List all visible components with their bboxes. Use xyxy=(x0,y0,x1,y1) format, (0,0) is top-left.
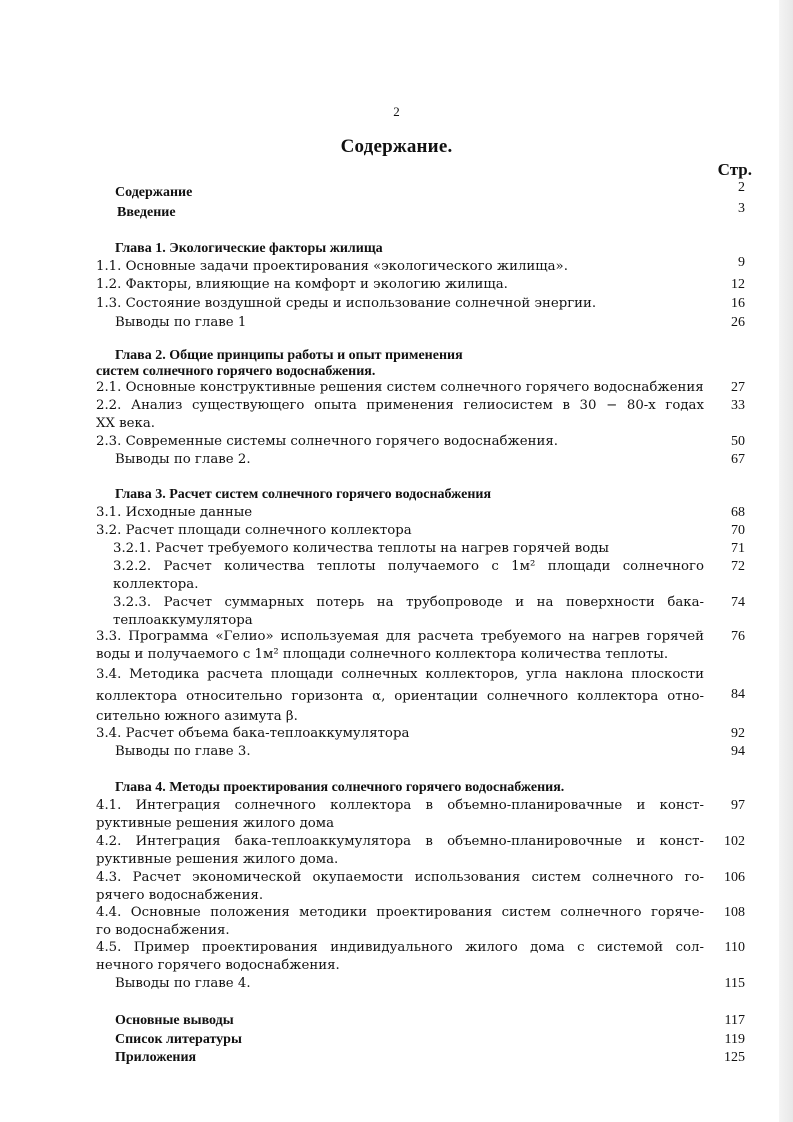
toc-entry xyxy=(0,628,793,646)
toc-entry-text: 2.3. Современные системы солнечного горячего водоснабжения. xyxy=(96,434,558,449)
toc-heading xyxy=(0,1049,793,1067)
toc-entry xyxy=(0,887,793,905)
toc-entry-text: Основные выводы xyxy=(115,1013,234,1028)
toc-entry-text: Выводы по главе 3. xyxy=(115,744,251,759)
toc-entry-text: 1.2. Факторы, влияющие на комфорт и экологию жилища. xyxy=(96,277,508,292)
toc-entry xyxy=(0,975,793,993)
toc-entry-text: сительно южного азимута β. xyxy=(96,709,298,724)
toc-entry-text: систем солнечного горячего водоснабжения. xyxy=(96,364,376,379)
toc-entry xyxy=(0,904,793,922)
toc-entry-text: Содержание xyxy=(115,185,193,200)
toc-entry-text: Глава 2. Общие принципы работы и опыт применения xyxy=(115,348,463,363)
toc-entry xyxy=(0,939,793,957)
toc-page-number: 50 xyxy=(731,434,745,449)
toc-entry xyxy=(0,276,793,294)
toc-entry xyxy=(0,314,793,332)
toc-entry xyxy=(0,833,793,851)
toc-entry xyxy=(0,815,793,833)
toc-page-number: 102 xyxy=(724,834,745,849)
toc-heading xyxy=(0,1031,793,1049)
toc-entry xyxy=(0,594,793,612)
toc-heading xyxy=(0,486,793,504)
toc-entry-text: 1.1. Основные задачи проектирования «экологического жилища». xyxy=(96,259,568,274)
toc-page-number: 71 xyxy=(731,541,745,556)
toc-entry xyxy=(0,869,793,887)
toc-page-number: 119 xyxy=(724,1032,745,1047)
toc-page-number: 84 xyxy=(731,687,745,702)
toc-entry-text: Выводы по главе 4. xyxy=(115,976,251,991)
toc-entry-text: 4.3. Расчет экономической окупаемости использования систем солнечного го- xyxy=(96,870,704,885)
toc-entry-text: Глава 3. Расчет систем солнечного горячего водоснабжения xyxy=(115,487,492,502)
toc-entry xyxy=(0,379,793,397)
toc-entry xyxy=(0,433,793,451)
toc-entry-text: 3.2.2. Расчет количества теплоты получаемого с 1м² площади солнечного xyxy=(113,559,704,574)
toc-page-number: 72 xyxy=(731,559,745,574)
toc-entry-text: Выводы по главе 1 xyxy=(115,315,247,330)
toc-entry-text: Введение xyxy=(117,205,176,220)
toc-entry xyxy=(0,397,793,415)
toc-entry-text: 2.1. Основные конструктивные решения систем солнечного горячего водоснабжения xyxy=(96,380,704,395)
toc-entry xyxy=(0,725,793,743)
toc-entry-text: теплоаккумулятора xyxy=(113,613,253,628)
toc-page-number: 9 xyxy=(738,255,745,270)
toc-page-number: 27 xyxy=(731,380,745,395)
toc-entry xyxy=(0,558,793,576)
toc-entry-text: 3.2.1. Расчет требуемого количества теплоты на нагрев горячей воды xyxy=(113,541,610,556)
toc-page-number: 125 xyxy=(724,1050,745,1065)
toc-entry-text: 3.4. Расчет объема бака-теплоаккумулятора xyxy=(96,726,410,741)
toc-entry-text: Выводы по главе 2. xyxy=(115,452,251,467)
toc-entry xyxy=(0,646,793,664)
toc-page-number: 26 xyxy=(731,315,745,330)
toc-entry-text: Глава 1. Экологические факторы жилища xyxy=(115,241,383,256)
toc-heading xyxy=(0,201,793,222)
toc-entry xyxy=(0,295,793,313)
toc-page-number: 92 xyxy=(731,726,745,741)
page-column-header: Стр. xyxy=(717,160,752,179)
toc-entry xyxy=(0,415,793,433)
toc-heading xyxy=(0,779,793,797)
toc-page-number: 33 xyxy=(731,398,745,413)
toc-entry-text: коллектора относительно горизонта α, ориентации солнечного коллектора отно- xyxy=(96,689,704,704)
toc-entry-text: 4.5. Пример проектирования индивидуального жилого дома с системой сол- xyxy=(96,940,704,955)
toc-entry-text: руктивные решения жилого дома xyxy=(96,816,335,831)
toc-page-number: 2 xyxy=(738,180,745,195)
toc-entry-text: 3.1. Исходные данные xyxy=(96,505,253,520)
toc-page-number: 94 xyxy=(731,744,745,759)
toc-entry-text: 3.2.3. Расчет суммарных потерь на трубопроводе и на поверхности бака- xyxy=(113,595,704,610)
toc-heading xyxy=(0,240,793,258)
toc-page-number: 108 xyxy=(724,905,745,920)
toc-entry-text: 4.1. Интеграция солнечного коллектора в объемно-планировачные и конст- xyxy=(96,798,704,813)
toc-page-number: 106 xyxy=(724,870,745,885)
toc-entry-text: руктивные решения жилого дома. xyxy=(96,852,339,867)
toc-entry-text: Глава 4. Методы проектирования солнечного горячего водоснабжения. xyxy=(115,780,565,795)
toc-page-number: 68 xyxy=(731,505,745,520)
toc-entry xyxy=(0,451,793,469)
toc-page-number: 67 xyxy=(731,452,745,467)
toc-entry xyxy=(0,576,793,594)
toc-entry xyxy=(0,922,793,940)
toc-entry-text: 3.3. Программа «Гелио» используемая для расчета требуемого на нагрев горячей xyxy=(96,629,704,644)
toc-heading xyxy=(0,1012,793,1030)
toc-page-number: 76 xyxy=(731,629,745,644)
toc-entry-text: XX века. xyxy=(96,416,155,431)
toc-page-number: 3 xyxy=(738,201,745,216)
toc-entry-text: рячего водоснабжения. xyxy=(96,888,264,903)
toc-page-number: 97 xyxy=(731,798,745,813)
toc-heading xyxy=(0,180,793,202)
page-number: 2 xyxy=(393,104,400,119)
toc-entry xyxy=(0,666,793,684)
toc-entry xyxy=(0,504,793,522)
toc-entry-text: нечного горячего водоснабжения. xyxy=(96,958,340,973)
toc-entry-text: воды и получаемого с 1м² площади солнечного коллектора количества теплоты. xyxy=(96,647,669,662)
toc-page-number: 110 xyxy=(724,940,745,955)
toc-entry-text: Список литературы xyxy=(115,1032,242,1047)
toc-entry-text: 4.4. Основные положения методики проектирования систем солнечного горяче- xyxy=(96,905,704,920)
toc-entry xyxy=(0,743,793,761)
toc-entry xyxy=(0,540,793,558)
page-title: Содержание. xyxy=(340,136,453,157)
toc-page-number: 117 xyxy=(724,1013,745,1028)
toc-entry-text: Приложения xyxy=(115,1050,197,1065)
toc-entry xyxy=(0,255,793,276)
toc-entry xyxy=(0,688,793,706)
toc-entry-text: 1.3. Состояние воздушной среды и использование солнечной энергии. xyxy=(96,296,597,311)
toc-entry-text: 2.2. Анализ существующего опыта применения гелиосистем в 30 − 80-х годах xyxy=(96,398,704,413)
toc-entry-text: 3.4. Методика расчета площади солнечных коллекторов, угла наклона плоскости xyxy=(96,667,704,682)
toc-entry xyxy=(0,851,793,869)
toc-entry-text: го водоснабжения. xyxy=(96,923,230,938)
toc-page-number: 74 xyxy=(731,595,745,610)
toc-entry-text: 3.2. Расчет площади солнечного коллектора xyxy=(96,523,412,538)
toc-page-number: 115 xyxy=(724,976,745,991)
toc-page-number: 16 xyxy=(731,296,745,311)
toc-entry-text: коллектора. xyxy=(113,577,199,592)
toc-page-number: 70 xyxy=(731,523,745,538)
toc-page-number: 12 xyxy=(731,277,745,292)
toc-entry xyxy=(0,708,793,726)
toc-entry xyxy=(0,797,793,815)
toc-entry xyxy=(0,522,793,540)
toc-entry-text: 4.2. Интеграция бака-теплоаккумулятора в объемно-планировочные и конст- xyxy=(96,834,704,849)
toc-entry xyxy=(0,957,793,975)
